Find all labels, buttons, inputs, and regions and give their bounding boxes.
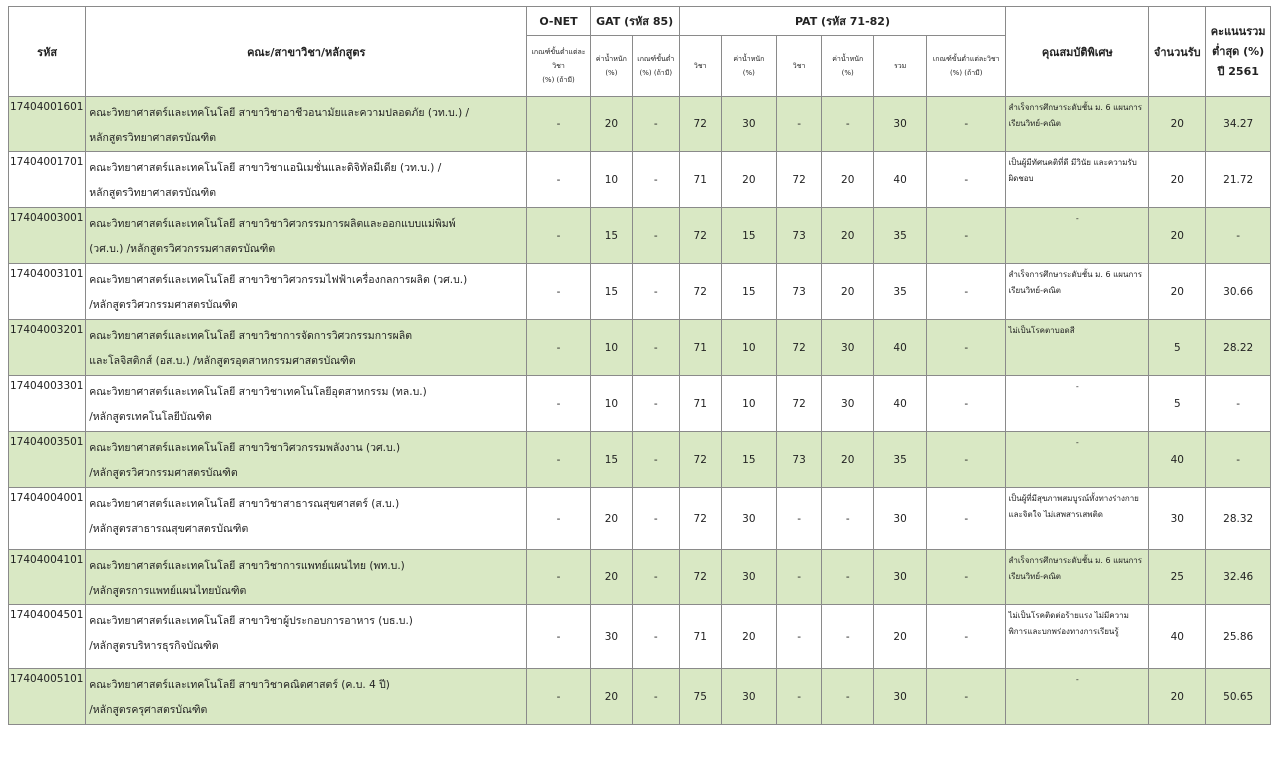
pat-subject1: 72 xyxy=(679,208,721,264)
program-name-line: (วศ.บ.) /หลักสูตรวิศวกรรมศาสตรบัณฑิต xyxy=(89,243,276,255)
pat-weight1: 20 xyxy=(721,605,776,669)
program-name xyxy=(86,605,527,669)
program-name-line: คณะวิทยาศาสตร์และเทคโนโลยี สาขาวิชาวิศวกรรมพลังงาน (วศ.บ.) xyxy=(89,442,401,454)
onet-min: - xyxy=(527,376,590,432)
pat-weight1: 15 xyxy=(721,264,776,320)
pat-min: - xyxy=(927,432,1006,488)
pat-min: - xyxy=(927,488,1006,550)
header-pat-weight2-line1: ค่าน้ำหนัก xyxy=(832,55,864,63)
pat-subject1: 71 xyxy=(679,605,721,669)
header-pat-subject2: วิชา xyxy=(776,36,821,97)
pat-weight1: 20 xyxy=(721,152,776,208)
pat-subject1: 72 xyxy=(679,264,721,320)
pat-total: 35 xyxy=(874,208,927,264)
seats: 5 xyxy=(1149,320,1206,376)
pat-weight2: - xyxy=(822,488,874,550)
header-onet-min-line2: (%) (ถ้ามี) xyxy=(542,76,575,84)
table-row xyxy=(9,550,1271,605)
pat-min: - xyxy=(927,320,1006,376)
gat-weight: 10 xyxy=(590,152,632,208)
program-name-line: คณะวิทยาศาสตร์และเทคโนโลยี สาขาวิชาคณิตศาสตร์ (ค.บ. 4 ปี) xyxy=(89,679,390,691)
gat-weight: 10 xyxy=(590,376,632,432)
program-name-line: คณะวิทยาศาสตร์และเทคโนโลยี สาขาวิชาสาธารณสุขศาสตร์ (ส.บ.) xyxy=(89,498,400,510)
min-score: 32.46 xyxy=(1206,550,1271,605)
header-min-score-line1: คะแนนรวม xyxy=(1210,24,1266,38)
pat-weight2: - xyxy=(822,669,874,725)
program-name-line: /หลักสูตรบริหารธุรกิจบัณฑิต xyxy=(89,640,219,652)
special-qualification: - xyxy=(1006,208,1149,264)
header-pat-min-line1: เกณฑ์ขั้นต่ำแต่ละวิชา xyxy=(932,55,1000,63)
header-onet: O-NET xyxy=(527,7,590,36)
table-row xyxy=(9,264,1271,320)
pat-subject2: 73 xyxy=(776,208,821,264)
header-gat-min-line1: เกณฑ์ขั้นต่ำ xyxy=(637,55,675,63)
header-pat-min xyxy=(927,36,1006,97)
special-qualification: สำเร็จการศึกษาระดับชั้น ม. 6 แผนการเรียนวิทย์-คณิต xyxy=(1006,264,1149,320)
pat-subject1: 72 xyxy=(679,550,721,605)
pat-weight2: 20 xyxy=(822,152,874,208)
pat-weight1: 15 xyxy=(721,432,776,488)
program-name xyxy=(86,669,527,725)
pat-weight2: 20 xyxy=(822,264,874,320)
min-score: - xyxy=(1206,376,1271,432)
pat-min: - xyxy=(927,669,1006,725)
pat-weight1: 30 xyxy=(721,97,776,152)
onet-min: - xyxy=(527,97,590,152)
gat-weight: 10 xyxy=(590,320,632,376)
program-name xyxy=(86,320,527,376)
program-name-line: คณะวิทยาศาสตร์และเทคโนโลยี สาขาวิชาเทคโนโลยีอุตสาหกรรม (ทล.บ.) xyxy=(89,386,427,398)
pat-weight1: 30 xyxy=(721,488,776,550)
header-pat-weight2-line2: (%) xyxy=(841,69,854,77)
special-qualification: - xyxy=(1006,669,1149,725)
onet-min: - xyxy=(527,605,590,669)
header-qualification: คุณสมบัติพิเศษ xyxy=(1006,7,1149,97)
header-min-score-line2: ต่ำสุด (%) xyxy=(1212,44,1265,58)
program-code: 17404001601 xyxy=(9,97,86,152)
pat-subject1: 71 xyxy=(679,152,721,208)
gat-min: - xyxy=(633,376,680,432)
header-pat-weight1 xyxy=(721,36,776,97)
gat-weight: 20 xyxy=(590,669,632,725)
gat-min: - xyxy=(633,320,680,376)
pat-total: 35 xyxy=(874,264,927,320)
pat-min: - xyxy=(927,605,1006,669)
header-pat-total: รวม xyxy=(874,36,927,97)
program-name-line: คณะวิทยาศาสตร์และเทคโนโลยี สาขาวิชาการแพทย์แผนไทย (พท.บ.) xyxy=(89,560,405,572)
pat-subject1: 72 xyxy=(679,432,721,488)
table-row xyxy=(9,669,1271,725)
pat-subject2: 72 xyxy=(776,152,821,208)
program-name xyxy=(86,550,527,605)
onet-min: - xyxy=(527,488,590,550)
pat-subject1: 72 xyxy=(679,488,721,550)
onet-min: - xyxy=(527,669,590,725)
pat-subject1: 71 xyxy=(679,320,721,376)
pat-total: 30 xyxy=(874,550,927,605)
program-name-line: /หลักสูตรวิศวกรรมศาสตรบัณฑิต xyxy=(89,299,238,311)
min-score: - xyxy=(1206,208,1271,264)
pat-total: 20 xyxy=(874,605,927,669)
header-onet-min xyxy=(527,36,590,97)
program-name-line: และโลจิสติกส์ (อส.บ.) /หลักสูตรอุตสาหกรรมศาสตรบัณฑิต xyxy=(89,355,356,367)
program-name-line: คณะวิทยาศาสตร์และเทคโนโลยี สาขาวิชาวิศวกรรมไฟฟ้าเครื่องกลการผลิต (วศ.บ.) xyxy=(89,274,468,286)
header-code: รหัส xyxy=(9,7,86,97)
header-gat: GAT (รหัส 85) xyxy=(590,7,679,36)
gat-min: - xyxy=(633,550,680,605)
special-qualification: - xyxy=(1006,376,1149,432)
header-gat-min xyxy=(633,36,680,97)
pat-subject1: 71 xyxy=(679,376,721,432)
pat-subject1: 75 xyxy=(679,669,721,725)
pat-total: 30 xyxy=(874,488,927,550)
pat-subject2: 73 xyxy=(776,432,821,488)
gat-min: - xyxy=(633,605,680,669)
pat-weight2: 20 xyxy=(822,208,874,264)
pat-subject2: - xyxy=(776,550,821,605)
pat-subject2: 72 xyxy=(776,376,821,432)
header-min-score-line3: ปี 2561 xyxy=(1217,64,1259,78)
header-gat-weight xyxy=(590,36,632,97)
special-qualification: สำเร็จการศึกษาระดับชั้น ม. 6 แผนการเรียนวิทย์-คณิต xyxy=(1006,550,1149,605)
program-name-line: /หลักสูตรการแพทย์แผนไทยบัณฑิต xyxy=(89,585,247,597)
pat-min: - xyxy=(927,264,1006,320)
gat-weight: 30 xyxy=(590,605,632,669)
pat-weight2: 30 xyxy=(822,376,874,432)
pat-weight1: 10 xyxy=(721,376,776,432)
admission-table xyxy=(8,6,1271,725)
min-score: 25.86 xyxy=(1206,605,1271,669)
seats: 20 xyxy=(1149,97,1206,152)
program-name-line: คณะวิทยาศาสตร์และเทคโนโลยี สาขาวิชาแอนิเมชั่นและดิจิทัลมีเดีย (วท.บ.) / xyxy=(89,162,442,174)
pat-subject2: 72 xyxy=(776,320,821,376)
header-onet-min-line1: เกณฑ์ขั้นต่ำแต่ละวิชา xyxy=(531,48,586,70)
header-seats: จำนวนรับ xyxy=(1149,7,1206,97)
program-code: 17404003001 xyxy=(9,208,86,264)
pat-subject2: 73 xyxy=(776,264,821,320)
pat-weight1: 10 xyxy=(721,320,776,376)
onet-min: - xyxy=(527,432,590,488)
seats: 40 xyxy=(1149,605,1206,669)
program-code: 17404003201 xyxy=(9,320,86,376)
pat-total: 40 xyxy=(874,320,927,376)
gat-weight: 15 xyxy=(590,264,632,320)
program-name-line: หลักสูตรวิทยาศาสตรบัณฑิต xyxy=(89,132,217,144)
program-code: 17404003501 xyxy=(9,432,86,488)
program-name-line: คณะวิทยาศาสตร์และเทคโนโลยี สาขาวิชาผู้ประกอบการอาหาร (บธ.บ.) xyxy=(89,615,413,627)
gat-min: - xyxy=(633,97,680,152)
pat-subject2: - xyxy=(776,669,821,725)
pat-subject2: - xyxy=(776,488,821,550)
pat-min: - xyxy=(927,152,1006,208)
pat-min: - xyxy=(927,97,1006,152)
onet-min: - xyxy=(527,320,590,376)
header-pat: PAT (รหัส 71-82) xyxy=(679,7,1006,36)
program-name-line: หลักสูตรวิทยาศาสตรบัณฑิต xyxy=(89,187,217,199)
pat-weight2: - xyxy=(822,97,874,152)
seats: 20 xyxy=(1149,152,1206,208)
program-name-line: /หลักสูตรครุศาสตรบัณฑิต xyxy=(89,704,208,716)
pat-min: - xyxy=(927,208,1006,264)
table-body xyxy=(9,97,1271,725)
program-code: 17404004101 xyxy=(9,550,86,605)
pat-weight1: 15 xyxy=(721,208,776,264)
seats: 5 xyxy=(1149,376,1206,432)
pat-weight2: 30 xyxy=(822,320,874,376)
special-qualification: สำเร็จการศึกษาระดับชั้น ม. 6 แผนการเรียนวิทย์-คณิต xyxy=(1006,97,1149,152)
pat-weight2: 20 xyxy=(822,432,874,488)
program-code: 17404005101 xyxy=(9,669,86,725)
min-score: 28.22 xyxy=(1206,320,1271,376)
program-name-line: /หลักสูตรสาธารณสุขศาสตรบัณฑิต xyxy=(89,523,249,535)
gat-weight: 15 xyxy=(590,208,632,264)
table-row xyxy=(9,432,1271,488)
pat-weight1: 30 xyxy=(721,550,776,605)
header-gat-weight-line1: ค่าน้ำหนัก xyxy=(595,55,627,63)
special-qualification: ไม่เป็นโรคติดต่อร้ายแรง ไม่มีความพิการและบกพร่องทางการเรียนรู้ xyxy=(1006,605,1149,669)
onet-min: - xyxy=(527,208,590,264)
onet-min: - xyxy=(527,264,590,320)
program-name xyxy=(86,152,527,208)
program-code: 17404003101 xyxy=(9,264,86,320)
pat-total: 30 xyxy=(874,669,927,725)
table-row xyxy=(9,376,1271,432)
pat-total: 40 xyxy=(874,152,927,208)
min-score: 50.65 xyxy=(1206,669,1271,725)
program-name xyxy=(86,488,527,550)
gat-min: - xyxy=(633,264,680,320)
header-pat-weight1-line2: (%) xyxy=(742,69,755,77)
special-qualification: - xyxy=(1006,432,1149,488)
table-row xyxy=(9,605,1271,669)
gat-weight: 15 xyxy=(590,432,632,488)
gat-min: - xyxy=(633,488,680,550)
seats: 20 xyxy=(1149,208,1206,264)
program-code: 17404003301 xyxy=(9,376,86,432)
gat-min: - xyxy=(633,152,680,208)
gat-min: - xyxy=(633,432,680,488)
header-min-score xyxy=(1206,7,1271,97)
pat-weight2: - xyxy=(822,605,874,669)
min-score: 28.32 xyxy=(1206,488,1271,550)
onet-min: - xyxy=(527,550,590,605)
pat-min: - xyxy=(927,376,1006,432)
program-code: 17404001701 xyxy=(9,152,86,208)
header-pat-subject1: วิชา xyxy=(679,36,721,97)
header-gat-weight-line2: (%) xyxy=(605,69,618,77)
pat-min: - xyxy=(927,550,1006,605)
special-qualification: ไม่เป็นโรคตาบอดสี xyxy=(1006,320,1149,376)
seats: 20 xyxy=(1149,669,1206,725)
header-gat-min-line2: (%) (ถ้ามี) xyxy=(639,69,673,77)
program-code: 17404004001 xyxy=(9,488,86,550)
pat-subject2: - xyxy=(776,97,821,152)
table-row xyxy=(9,488,1271,550)
table-row xyxy=(9,97,1271,152)
special-qualification: เป็นผู้ที่มีสุขภาพสมบูรณ์ทั้งทางร่างกาย และจิตใจ ไม่เสพสารเสพติด xyxy=(1006,488,1149,550)
program-code: 17404004501 xyxy=(9,605,86,669)
seats: 25 xyxy=(1149,550,1206,605)
onet-min: - xyxy=(527,152,590,208)
program-name-line: /หลักสูตรวิศวกรรมศาสตรบัณฑิต xyxy=(89,467,238,479)
program-name xyxy=(86,97,527,152)
gat-min: - xyxy=(633,208,680,264)
pat-weight2: - xyxy=(822,550,874,605)
pat-weight1: 30 xyxy=(721,669,776,725)
seats: 40 xyxy=(1149,432,1206,488)
gat-weight: 20 xyxy=(590,488,632,550)
min-score: - xyxy=(1206,432,1271,488)
pat-total: 35 xyxy=(874,432,927,488)
pat-subject1: 72 xyxy=(679,97,721,152)
table-row xyxy=(9,320,1271,376)
pat-subject2: - xyxy=(776,605,821,669)
seats: 20 xyxy=(1149,264,1206,320)
header-pat-weight1-line1: ค่าน้ำหนัก xyxy=(733,55,765,63)
min-score: 30.66 xyxy=(1206,264,1271,320)
program-name xyxy=(86,264,527,320)
program-name xyxy=(86,208,527,264)
program-name-line: คณะวิทยาศาสตร์และเทคโนโลยี สาขาวิชาการจัดการวิศวกรรมการผลิต xyxy=(89,330,413,342)
header-pat-weight2 xyxy=(822,36,874,97)
gat-weight: 20 xyxy=(590,97,632,152)
program-name xyxy=(86,376,527,432)
program-name xyxy=(86,432,527,488)
header-program: คณะ/สาขาวิชา/หลักสูตร xyxy=(86,7,527,97)
header-pat-min-line2: (%) (ถ้ามี) xyxy=(949,69,983,77)
special-qualification: เป็นผู้มีทัศนคติที่ดี มีวินัย และความรับผิดชอบ xyxy=(1006,152,1149,208)
table-row xyxy=(9,208,1271,264)
gat-weight: 20 xyxy=(590,550,632,605)
program-name-line: คณะวิทยาศาสตร์และเทคโนโลยี สาขาวิชาวิศวกรรมการผลิตและออกแบบแม่พิมพ์ xyxy=(89,218,456,230)
admission-table-wrapper xyxy=(8,6,1271,725)
seats: 30 xyxy=(1149,488,1206,550)
program-name-line: /หลักสูตรเทคโนโลยีบัณฑิต xyxy=(89,411,212,423)
pat-total: 40 xyxy=(874,376,927,432)
pat-total: 30 xyxy=(874,97,927,152)
table-row xyxy=(9,152,1271,208)
gat-min: - xyxy=(633,669,680,725)
min-score: 34.27 xyxy=(1206,97,1271,152)
min-score: 21.72 xyxy=(1206,152,1271,208)
program-name-line: คณะวิทยาศาสตร์และเทคโนโลยี สาขาวิชาอาชีวอนามัยและความปลอดภัย (วท.บ.) / xyxy=(89,107,470,119)
